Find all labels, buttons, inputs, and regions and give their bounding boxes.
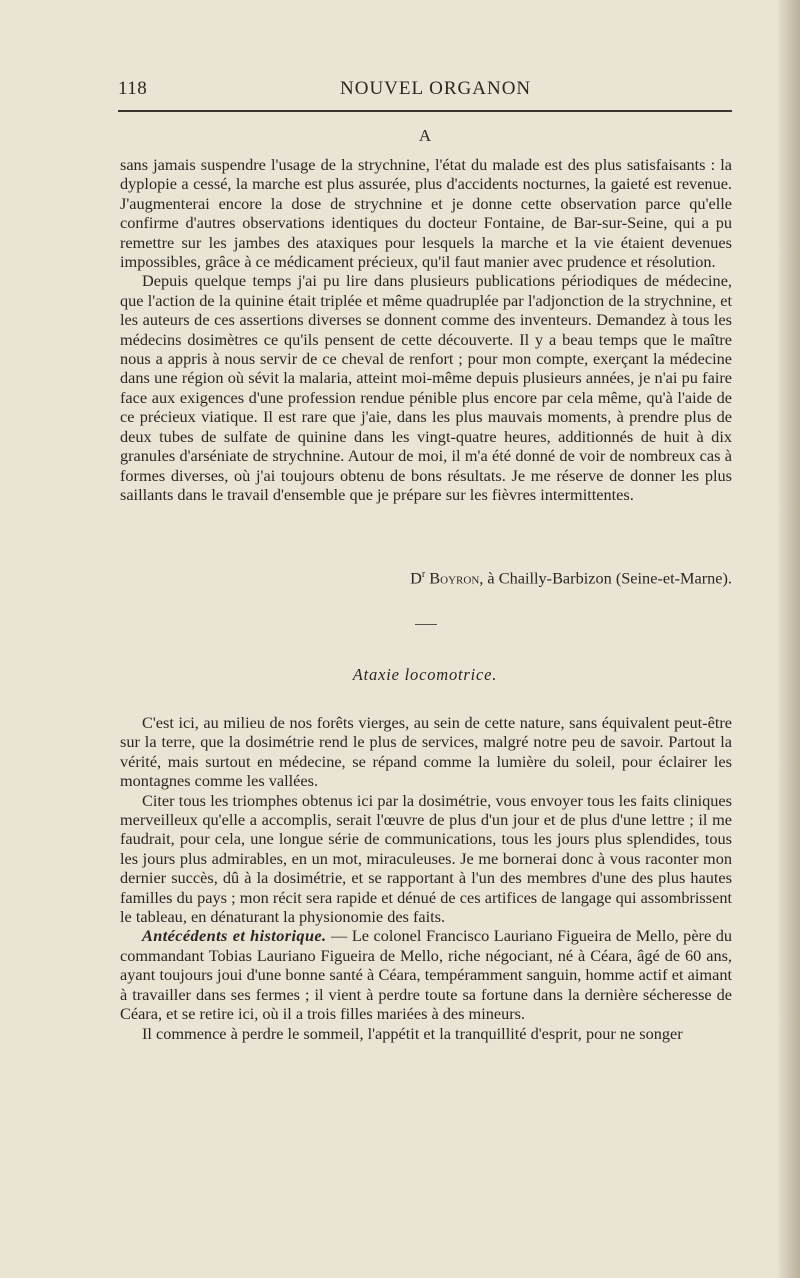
page-header — [118, 78, 732, 104]
signature — [120, 565, 732, 588]
history-lead: Antécédents et historique. — [142, 926, 327, 946]
paragraph: Depuis quelque temps j'ai pu lire dans plusieurs publications périodiques de médecine, que l'action de la quinine était triplée et même quadruplée par l'adjonction de la strychnine, et les auteurs de ces assertions diverses se donnent comme des inventeurs. Demandez à tous les médecins dosimètres ce qu'ils pensent de cette découverte. Il y a beau temps que le maître nous a appris à nous servir de ce cheval de renfort ; pour mon compte, exerçant la médecine dans une région où sévit la malaria, atteint moi-même depuis plusieurs années, je n'ai pu faire face aux exigences d'une profession rendue pénible plus encore par cela même, qu'à l'aide de ce précieux viatique. Il est rare que j'aie, dans les plus mauvais moments, à prendre plus de deux tubes de sulfate de quinine dans les vingt-quatre heures, additionnés de huit à dix granules d'arséniate de strychnine. Autour de moi, il m'a été donné de voir de nombreux cas à formes diverses, où j'ai toujours obtenu de bons résultats. Je me réserve de donner les plus saillants dans le travail d'ensemble que je prépare sur les fièvres intermittentes. — [120, 271, 732, 504]
signature-place: , à Chailly-Barbizon (Seine-et-Marne). — [479, 568, 732, 588]
text-block-ataxie — [120, 713, 732, 1043]
header-rule — [118, 110, 732, 112]
paragraph: Il commence à perdre le sommeil, l'appétit et la tranquillité d'esprit, pour ne songer — [142, 1023, 683, 1043]
paragraph-history — [120, 926, 732, 1023]
section-title: Ataxie locomotrice. — [352, 665, 498, 684]
page-number: 118 — [118, 78, 148, 99]
running-title: NOUVEL ORGANON — [340, 78, 532, 99]
history-text: — Le colonel Francisco Lauriano Figueira de Mello, père du commandant Tobias Lauriano Figueira de Mello, riche négociant, né à Céara, âgé de 60 ans, ayant toujours joui d'une bonne santé à Céara, tempéramment sanguin, homme actif et aimant à travailler dans ses fermes ; il vient à perdre toute sa fortune dans la dernière sécheresse de Céara, et se retire ici, où il a trois filles mariées à des mineurs. — [120, 926, 732, 1024]
signature-prefix-sup: r — [421, 569, 426, 580]
signature-name: Boyron — [429, 568, 480, 588]
section-letter: A — [418, 126, 432, 145]
paragraph: sans jamais suspendre l'usage de la strychnine, l'état du malade est des plus satisfaisants : la dyplopie a cessé, la marche est plus assurée, plus d'accidents nocturnes, la gaieté est revenue. J'augmenterai encore la dose de strychnine et je donne cette observation parce qu'elle confirme d'autres observations identiques du docteur Fontaine, de Bar-sur-Seine, qui a pu remettre sur les jambes des ataxiques pour lesquels la marche et la vie étaient devenues impossibles, grâce à ce médicament précieux, qu'il faut manier avec prudence et résolution. — [120, 155, 732, 272]
page-edge — [778, 0, 800, 1278]
section-separator — [415, 624, 437, 625]
text-block-continuation — [120, 155, 732, 504]
paragraph: C'est ici, au milieu de nos forêts vierges, au sein de cette nature, sans équivalent peut-être sur la terre, que la dosimétrie rend le plus de services, malgré notre peu de savoir. Partout la vérité, mais surtout en médecine, se répand comme la lumière du soleil, pour éclairer les montagnes comme les vallées. — [120, 713, 732, 791]
signature-prefix: D — [410, 568, 422, 588]
paragraph: Citer tous les triomphes obtenus ici par la dosimétrie, vous envoyer tous les faits cliniques merveilleux qu'elle a accomplis, serait l'œuvre de plus d'un jour et de plus d'une lettre ; il me faudrait, pour cela, une longue série de communications, tous les jours plus splendides, tous les jours plus admirables, en un mot, miraculeuses. Je me bornerai donc à vous raconter mon dernier succès, dû à la dosimétrie, et se rapportant à l'un des membres d'une des plus hautes familles du pays ; mon récit sera rapide et dénué de ces artifices de langage qui assombrissent le tableau, en dénaturant la physionomie des faits. — [120, 790, 732, 927]
